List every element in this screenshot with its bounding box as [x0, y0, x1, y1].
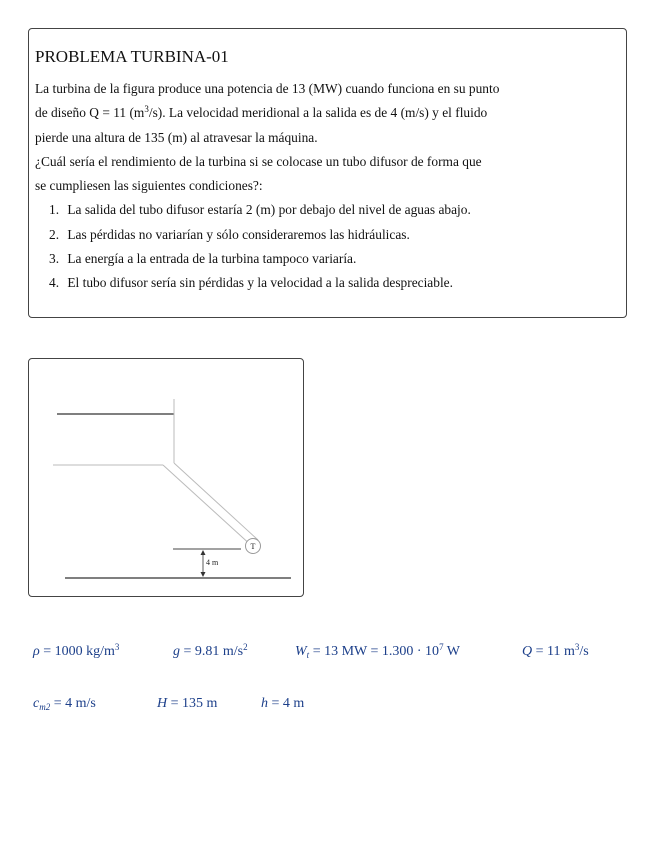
penstock-upper-wall — [174, 463, 258, 540]
meridional-velocity-value: $c_{m2} = 4$ m/s — [33, 696, 96, 712]
power-value: $W_t = 13$ MW = $1.300 \cdot 10^7$ W — [295, 642, 461, 660]
turbine-figure — [28, 358, 304, 597]
question-line: ¿Cuál sería el rendimiento de la turbina si se colocase un tubo difusor de forma que — [35, 153, 482, 169]
list-number: 3. — [49, 251, 60, 267]
list-text: La energía a la entrada de la turbina tampoco variaría. — [67, 251, 357, 267]
list-text: El tubo difusor sería sin pérdidas y la velocidad a la salida despreciable. — [67, 275, 453, 291]
question-line: se cumpliesen las siguientes condiciones?: — [35, 178, 263, 194]
list-item — [35, 223, 620, 247]
arrow-up-icon — [201, 550, 206, 555]
head-value: H = 135 m — [157, 696, 218, 711]
problem-text: de diseño Q = 11 (m — [35, 105, 145, 121]
flow-value: Q = 11 $m^3/s$ — [522, 642, 589, 659]
gravity-value: g = 9.81 $m/s^2$ — [173, 642, 248, 659]
problem-line — [35, 101, 620, 125]
problem-line: pierde una altura de 135 (m) al atravesar la máquina. — [35, 129, 318, 145]
exponent: 3 — [144, 104, 149, 115]
height-label: 4 m — [206, 558, 219, 567]
list-text: Las pérdidas no variarían y sólo consideraremos las hidráulicas. — [67, 226, 410, 242]
problem-title: PROBLEMA TURBINA-01 — [35, 47, 229, 66]
list-item — [35, 247, 620, 271]
turbine-diagram — [29, 359, 304, 597]
height-value: h = 4 m — [261, 696, 305, 711]
list-number: 4. — [49, 275, 60, 291]
arrow-down-icon — [201, 572, 206, 577]
turbine-label: T — [250, 542, 256, 551]
penstock-lower-wall — [163, 465, 253, 547]
list-number: 2. — [49, 226, 60, 242]
conditions-list — [35, 198, 620, 295]
rho-value: ρ = 1000 $kg/m^3$ — [33, 642, 120, 659]
list-item — [35, 271, 620, 295]
list-number: 1. — [49, 202, 60, 218]
problem-line: La turbina de la figura produce una potencia de 13 (MW) cuando funciona en su punto — [35, 81, 500, 96]
problem-text: /s). La velocidad meridional a la salida es de 4 (m/s) y el fluido — [148, 105, 488, 121]
list-item — [35, 198, 620, 222]
list-text: La salida del tubo difusor estaría 2 (m) por debajo del nivel de aguas abajo. — [67, 202, 471, 218]
problem-statement-box — [28, 28, 627, 318]
